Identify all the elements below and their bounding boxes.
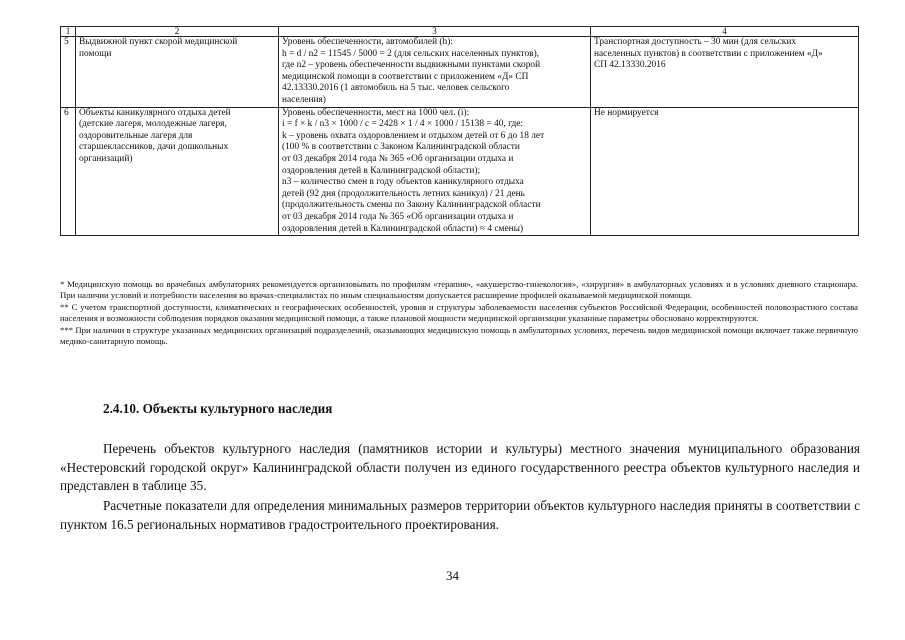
- header-cell: 4: [591, 27, 859, 37]
- cell-line: n3 – количество смен в году объектов каникулярного отдыха: [282, 177, 524, 188]
- cell-line: Уровень обеспеченности, мест на 1000 чел. (i):: [282, 107, 470, 118]
- cell-line: оздоровления детей в Калининградской области);: [282, 165, 481, 176]
- cell-line: старшеклассников, дачи дошкольных: [79, 142, 229, 153]
- cell-line: от 03 декабря 2014 года № 365 «Об организации отдыха и: [282, 153, 514, 164]
- cell-line: населения): [282, 94, 326, 105]
- cell-line: оздоровления детей в Калининградской области) ≈ 4 смены): [282, 223, 524, 234]
- page-number: 34: [446, 568, 459, 583]
- norms-table: [60, 26, 859, 236]
- cell-line: помощи: [79, 48, 112, 59]
- footnote: * Медицинскую помощь во врачебных амбулаториях рекомендуется организовывать по профилям «терапия», «акушерство-гинекология», «хирургия» в амбулаторных условиях и в условиях дневного стационара. При наличии условий и потребности населения во врачах-специалистах по иным специальностям допускается расширение профилей оказываемой медицинской помощи.: [60, 279, 858, 301]
- cell-line: k – уровень охвата оздоровлением и отдыхом детей от 6 до 18 лет: [282, 130, 545, 141]
- cell-line: 42.13330.2016 (1 автомобиль на 5 тыс. человек сельского: [282, 83, 510, 94]
- header-cell: 3: [279, 27, 591, 37]
- table-row: [61, 37, 859, 108]
- cell-line: СП 42.13330.2016: [594, 60, 666, 71]
- body-paragraph: Перечень объектов культурного наследия (памятников истории и культуры) местного значения муниципального образования «Нестеровский городской округ» Калининградской области получен из единого государственного реестра объектов культурного наследия и представлен в таблице 35.: [60, 441, 860, 494]
- provision-level-cell: [279, 37, 591, 108]
- header-cell: 2: [76, 27, 279, 37]
- cell-line: Транспортная доступность – 30 мин (для сельских: [594, 37, 797, 47]
- row-number: 5: [61, 37, 76, 108]
- cell-line: медицинской помощи в соответствии с приложением «Д» СП: [282, 71, 529, 82]
- cell-line: h = d / n2 = 11545 / 5000 = 2 (для сельских населенных пунктов),: [282, 48, 540, 59]
- accessibility-cell: [591, 37, 859, 108]
- object-name-cell: [76, 37, 279, 108]
- cell-line: Не нормируется: [594, 107, 659, 118]
- table-header-row: [61, 27, 859, 37]
- body-paragraph: Расчетные показатели для определения минимальных размеров территории объектов культурного наследия приняты в соответствии с пунктом 16.5 региональных нормативов градостроительного проектирования.: [60, 498, 860, 532]
- cell-line: оздоровительные лагеря для: [79, 130, 193, 141]
- cell-line: Выдвижной пункт скорой медицинской: [79, 37, 238, 47]
- cell-line: где n2 – уровень обеспеченности выдвижными пунктами скорой: [282, 60, 541, 71]
- cell-line: населенных пунктов) в соответствии с приложением «Д»: [594, 48, 823, 59]
- footnote: ** С учетом транспортной доступности, климатических и географических особенностей, уровня и структуры заболеваемости населения субъектов Российской Федерации, особенностей половозрастного состава населения и возможности соблюдения порядков оказания медицинской помощи, а также плановой мощности медицинской организации указанные параметры обосновано корректируются.: [60, 301, 858, 324]
- footnotes: [60, 279, 858, 347]
- header-cell: 1: [61, 27, 76, 37]
- section-heading: 2.4.10. Объекты культурного наследия: [103, 401, 333, 416]
- footnote: *** При наличии в структуре указанных медицинских организаций подразделений, оказывающих медицинскую помощь в амбулаторных условиях, перечень видов медицинской помощи включает также первичную медико-санитарную помощь.: [60, 324, 858, 347]
- cell-line: детей (92 дня (продолжительность летних каникул) / 21 день: [282, 188, 525, 199]
- cell-line: (100 % в соответствии с Законом Калининградской области: [282, 142, 520, 153]
- object-name-cell: [76, 107, 279, 236]
- row-number: 6: [61, 107, 76, 236]
- cell-line: (продолжительность смены по Закону Калининградской области: [282, 200, 541, 211]
- cell-line: Уровень обеспеченности, автомобилей (h):: [282, 37, 453, 47]
- cell-line: от 03 декабря 2014 года № 365 «Об организации отдыха и: [282, 211, 514, 222]
- cell-line: организаций): [79, 153, 133, 164]
- accessibility-cell: [591, 107, 859, 236]
- provision-level-cell: [279, 107, 591, 236]
- cell-line: Объекты каникулярного отдыха детей: [79, 107, 231, 118]
- table-row: [61, 107, 859, 236]
- cell-line: (детские лагеря, молодежные лагеря,: [79, 119, 227, 130]
- cell-line: i = f × k / n3 × 1000 / c = 2428 × 1 / 4 × 1000 / 15138 = 40, где:: [282, 119, 523, 130]
